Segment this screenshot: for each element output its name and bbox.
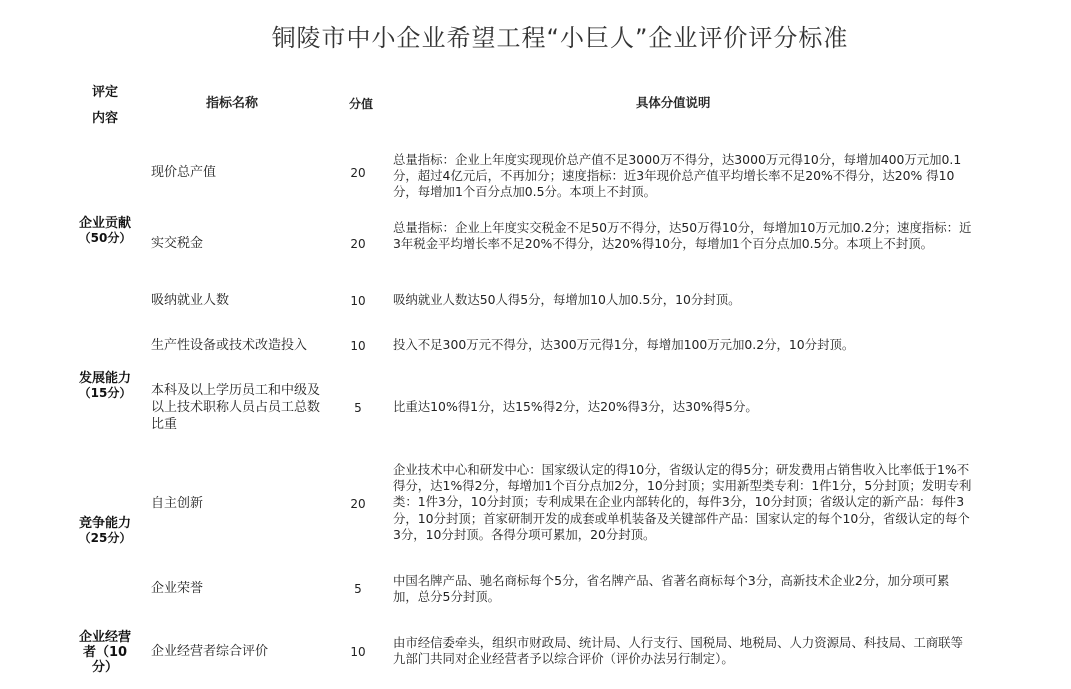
row-score: 10 (350, 339, 366, 353)
row-indicator: 现价总产值 (151, 165, 217, 180)
row-indicator: 企业荣誉 (151, 581, 204, 596)
category-manager (74, 630, 136, 675)
row-score: 20 (350, 166, 366, 180)
header-category-line1: 评定 (91, 85, 118, 100)
row-score: 20 (350, 237, 366, 251)
header-description: 具体分值说明 (636, 95, 711, 110)
category-points: （50分） (78, 231, 132, 245)
header-indicator: 指标名称 (206, 96, 259, 111)
category-development (74, 371, 136, 401)
category-name: 发展能力 (78, 371, 131, 386)
row-description: 总量指标：企业上年度实现现价总产值不足3000万不得分，达3000万元得10分，每增加400万元加0.1分，超过4亿元后，不再加分；速度指标：近3年现价总产值平均增长率不足20%不得分，达20% 得10分，每增加1个百分点加0.5分。本项上不封顶。 (393, 152, 962, 200)
row-indicator: 本科及以上学历员工和中级及以上技术职称人员占员工总数比重 (151, 383, 321, 432)
category-competitiveness (74, 516, 136, 546)
row-indicator: 企业经营者综合评价 (151, 644, 269, 659)
header-category-line2: 内容 (91, 111, 118, 126)
row-score: 10 (350, 294, 366, 308)
row-description: 企业技术中心和研发中心：国家级认定的得10分，省级认定的得5分；研发费用占销售收入比率低于1%不得分，达1%得2分，每增加1个百分点加2分，10分封顶；实用新型类专利：1件1分，5分封顶；发明专利类：1件3分，10分封顶；专利成果在企业内部转化的，每件3分，10分封顶；省级认定的新产品：每件3分，10分封顶；首家研制开发的成套或单机装备及关键部件产品：国家认定的每个10分，省级认定的每个3分，10分封顶。各得分项可累加，20分封顶。 (393, 462, 972, 542)
row-indicator: 生产性设备或技术改造投入 (151, 338, 308, 353)
row-description: 由市经信委牵头，组织市财政局、统计局、人行支行、国税局、地税局、人力资源局、科技局、工商联等九部门共同对企业经营者予以综合评价（评价办法另行制定）。 (393, 635, 963, 667)
category-name: 竞争能力 (78, 516, 131, 531)
page-title: 铜陵市中小企业希望工程“小巨人”企业评价评分标准 (271, 24, 849, 52)
row-score: 20 (350, 497, 366, 511)
header-category (82, 80, 128, 132)
row-description: 总量指标：企业上年度实交税金不足50万不得分，达50万得10分，每增加10万元加0.2分；速度指标：近3年税金平均增长率不足20%不得分，达20%得10分，每增加1个百分点加0.5分。本项上不封顶。 (393, 220, 972, 252)
row-score: 5 (354, 582, 362, 596)
category-points: （25分） (78, 531, 132, 545)
category-points: （15分） (78, 386, 132, 400)
row-score: 5 (354, 401, 362, 415)
row-description: 投入不足300万元不得分，达300万元得1分，每增加100万元加0.2分，10分封顶。 (393, 337, 855, 352)
category-name: 企业贡献 (78, 216, 131, 231)
category-name-line3: 分） (91, 660, 118, 675)
row-indicator: 吸纳就业人数 (151, 293, 230, 308)
row-description: 比重达10%得1分，达15%得2分，达20%得3分，达30%得5分。 (393, 399, 758, 414)
category-contribution (74, 216, 136, 246)
row-description: 吸纳就业人数达50人得5分，每增加10人加0.5分，10分封顶。 (393, 292, 741, 307)
category-name-line2: 者（10 (82, 645, 128, 660)
row-indicator: 自主创新 (151, 496, 204, 511)
header-score: 分值 (348, 97, 373, 111)
row-description: 中国名牌产品、驰名商标每个5分，省名牌产品、省著名商标每个3分，高新技术企业2分，加分项可累加，总分5分封顶。 (393, 573, 950, 605)
row-indicator: 实交税金 (151, 236, 204, 251)
row-score: 10 (350, 645, 366, 659)
category-name-line1: 企业经营 (78, 630, 131, 645)
